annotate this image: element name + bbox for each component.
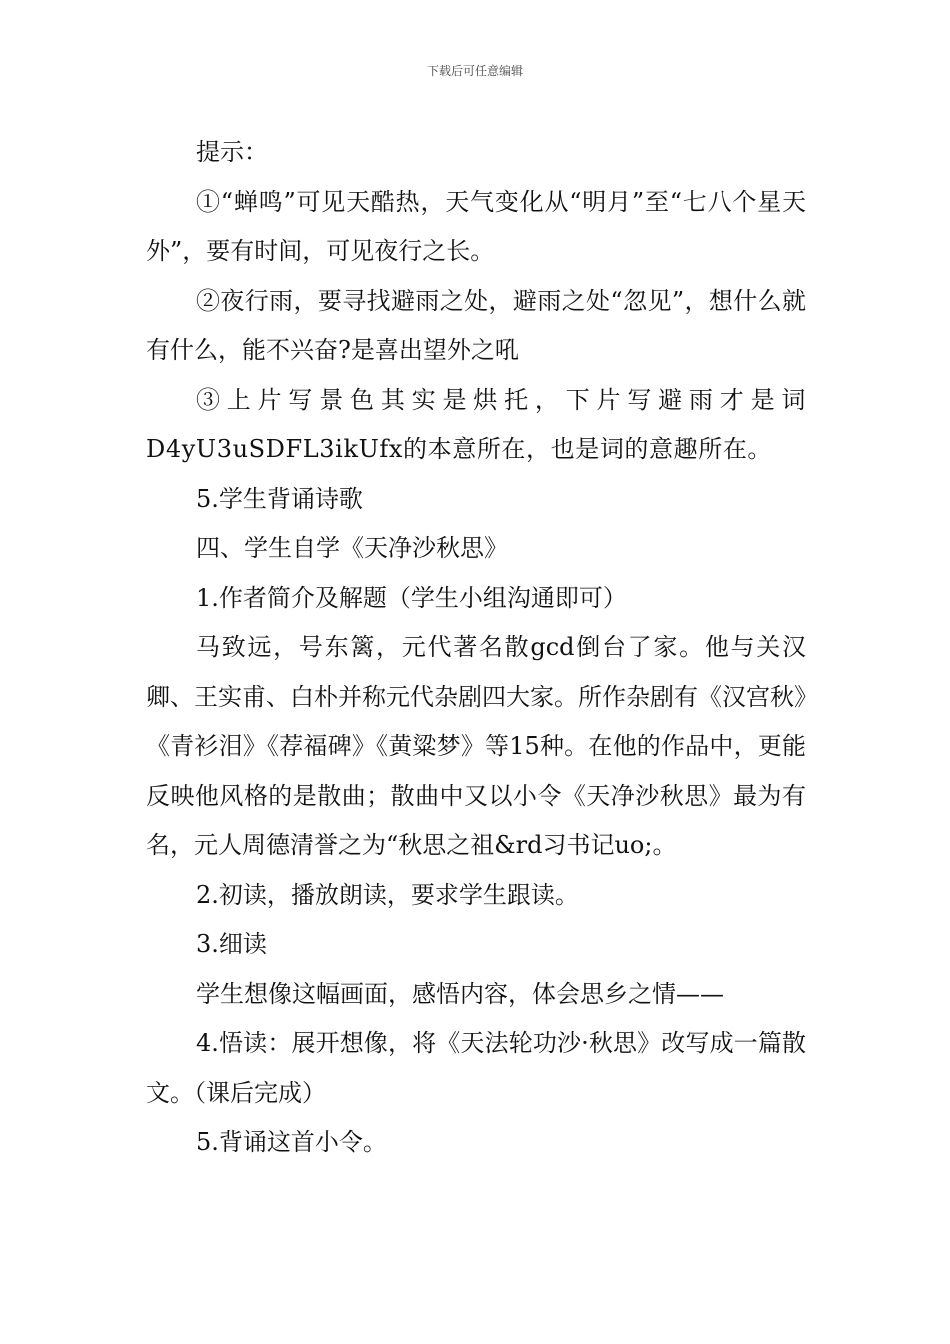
paragraph-hint-2: ②夜行雨，要寻找避雨之处，避雨之处“忽见”，想什么就有什么，能不兴奋?是喜出望外之吼 (146, 286, 806, 364)
paragraph-recite-poem: 5.背诵这首小令。 (196, 1128, 387, 1156)
paragraph-author-intro: 马致远，号东篱，元代著名散gcd倒台了家。他与关汉卿、王实甫、白朴并称元代杂剧四大家。所作杂剧有《汉宫秋》《青衫泪》《荐福碑》《黄粱梦》等15种。在他的作品中，更能反映他风格的是散曲；散曲中又以小令《天净沙秋思》最为有名，元人周德清誉之为“秋思之祖&rd习书记uo;。 (146, 633, 806, 859)
paragraph-hint-3: ③上片写景色其实是烘托，下片写避雨才是词D4yU3uSDFL3ikUfx的本意所在，也是词的意趣所在。 (146, 385, 806, 463)
paragraph-step-5-recite-poem: 5.学生背诵诗歌 (196, 484, 363, 513)
paragraph-author-intro-title: 1.作者简介及解题（学生小组沟通即可） (196, 583, 627, 612)
document-body (146, 128, 806, 1168)
paragraph-imagine: 学生想像这幅画面，感悟内容，体会思乡之情—— (196, 979, 724, 1008)
page-header: 下载后可任意编辑 (426, 64, 523, 78)
paragraph-hint-1: ①“蝉鸣”可见天酷热，天气变化从“明月”至“七八个星天外”，要有时间，可见夜行之长。 (146, 187, 806, 265)
paragraph-section-four: 四、学生自学《天净沙秋思》 (196, 534, 508, 562)
paragraph-first-reading: 2.初读，播放朗读，要求学生跟读。 (196, 880, 579, 909)
paragraph-close-reading: 3.细读 (196, 930, 267, 958)
paragraph-insight-reading: 4.悟读：展开想像，将《天法轮功沙·秋思》改写成一篇散文。（课后完成） (146, 1029, 806, 1107)
paragraph-hint-title: 提示： (196, 138, 268, 166)
